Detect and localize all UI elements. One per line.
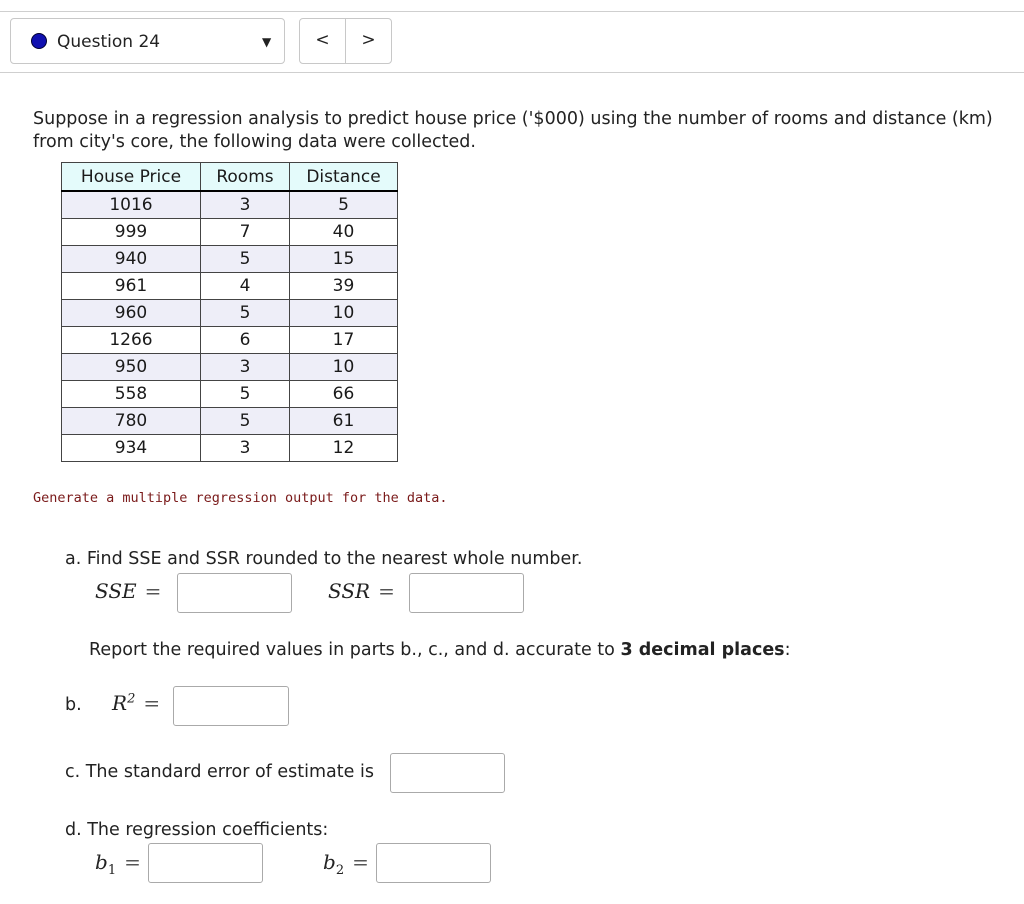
- table-cell: 5: [201, 381, 290, 408]
- report-note: [89, 640, 791, 660]
- question-label: Question 24: [57, 32, 161, 52]
- table-cell: 5: [201, 300, 290, 327]
- b1-label: [95, 850, 141, 878]
- b1-input[interactable]: [148, 843, 263, 883]
- table-header-row: [62, 163, 398, 192]
- standard-error-input[interactable]: [390, 753, 505, 793]
- b2-subscript: 2: [335, 863, 345, 878]
- equals-sign: =: [378, 579, 395, 603]
- table-row: [62, 300, 398, 327]
- table-cell: 3: [201, 435, 290, 462]
- caret-down-icon: ▼: [262, 35, 272, 49]
- b2-symbol: b: [323, 850, 336, 874]
- table-cell: 940: [62, 246, 201, 273]
- table-cell: 15: [290, 246, 398, 273]
- part-b-letter: b.: [65, 695, 82, 715]
- table-cell: 558: [62, 381, 201, 408]
- table-cell: 934: [62, 435, 201, 462]
- table-row: [62, 435, 398, 462]
- equals-sign: =: [143, 691, 161, 715]
- table-cell: 10: [290, 354, 398, 381]
- status-dot-icon: [31, 33, 47, 49]
- column-header: House Price: [62, 163, 201, 192]
- generate-instruction: Generate a multiple regression output for the data.: [33, 490, 448, 506]
- ssr-symbol: SSR: [328, 579, 371, 603]
- part-a-text: a. Find SSE and SSR rounded to the nearest whole number.: [65, 549, 583, 569]
- b2-label: [323, 850, 369, 878]
- table-cell: 4: [201, 273, 290, 300]
- table-cell: 1016: [62, 191, 201, 219]
- sse-label: [95, 579, 161, 603]
- table-cell: 3: [201, 354, 290, 381]
- table-cell: 961: [62, 273, 201, 300]
- table-row: [62, 219, 398, 246]
- table-cell: 17: [290, 327, 398, 354]
- sse-symbol: SSE: [95, 579, 137, 603]
- previous-question-button[interactable]: <: [299, 18, 346, 64]
- table-cell: 7: [201, 219, 290, 246]
- table-cell: 66: [290, 381, 398, 408]
- table-cell: 5: [201, 246, 290, 273]
- report-suffix: :: [784, 640, 791, 660]
- table-row: [62, 354, 398, 381]
- table-row: [62, 191, 398, 219]
- b2-input[interactable]: [376, 843, 491, 883]
- table-cell: 12: [290, 435, 398, 462]
- r-squared-input[interactable]: [173, 686, 289, 726]
- table-cell: 61: [290, 408, 398, 435]
- table-cell: 5: [201, 408, 290, 435]
- b1-subscript: 1: [107, 863, 117, 878]
- r-squared-label: [112, 691, 160, 715]
- table-row: [62, 246, 398, 273]
- ssr-input[interactable]: [409, 573, 524, 613]
- ssr-label: [328, 579, 395, 603]
- report-bold: 3 decimal places: [620, 640, 785, 660]
- table-row: [62, 408, 398, 435]
- table-cell: 40: [290, 219, 398, 246]
- column-header: Rooms: [201, 163, 290, 192]
- problem-intro: Suppose in a regression analysis to predict house price ('$000) using the number of rooms and distance (km) from city's core, the following data were collected.: [33, 109, 993, 152]
- table-cell: 950: [62, 354, 201, 381]
- table-row: [62, 273, 398, 300]
- part-d-text: d. The regression coefficients:: [65, 820, 329, 840]
- table-cell: 999: [62, 219, 201, 246]
- table-row: [62, 327, 398, 354]
- table-cell: 39: [290, 273, 398, 300]
- r-exponent: 2: [127, 691, 136, 707]
- data-table: [61, 162, 398, 462]
- top-divider: [0, 11, 1024, 12]
- table-cell: 10: [290, 300, 398, 327]
- equals-sign: =: [352, 850, 369, 874]
- table-cell: 1266: [62, 327, 201, 354]
- column-header: Distance: [290, 163, 398, 192]
- equals-sign: =: [144, 579, 162, 603]
- b1-symbol: b: [95, 850, 108, 874]
- r-symbol: R: [112, 691, 128, 715]
- sse-input[interactable]: [177, 573, 292, 613]
- next-question-button[interactable]: >: [345, 18, 392, 64]
- equals-sign: =: [124, 850, 141, 874]
- question-dropdown[interactable]: [10, 18, 285, 64]
- header-divider: [0, 72, 1024, 73]
- table-cell: 3: [201, 191, 290, 219]
- table-cell: 5: [290, 191, 398, 219]
- table-cell: 780: [62, 408, 201, 435]
- table-cell: 6: [201, 327, 290, 354]
- table-row: [62, 381, 398, 408]
- table-cell: 960: [62, 300, 201, 327]
- report-prefix: Report the required values in parts b., c., and d. accurate to: [89, 640, 621, 660]
- part-c-text: c. The standard error of estimate is: [65, 762, 374, 782]
